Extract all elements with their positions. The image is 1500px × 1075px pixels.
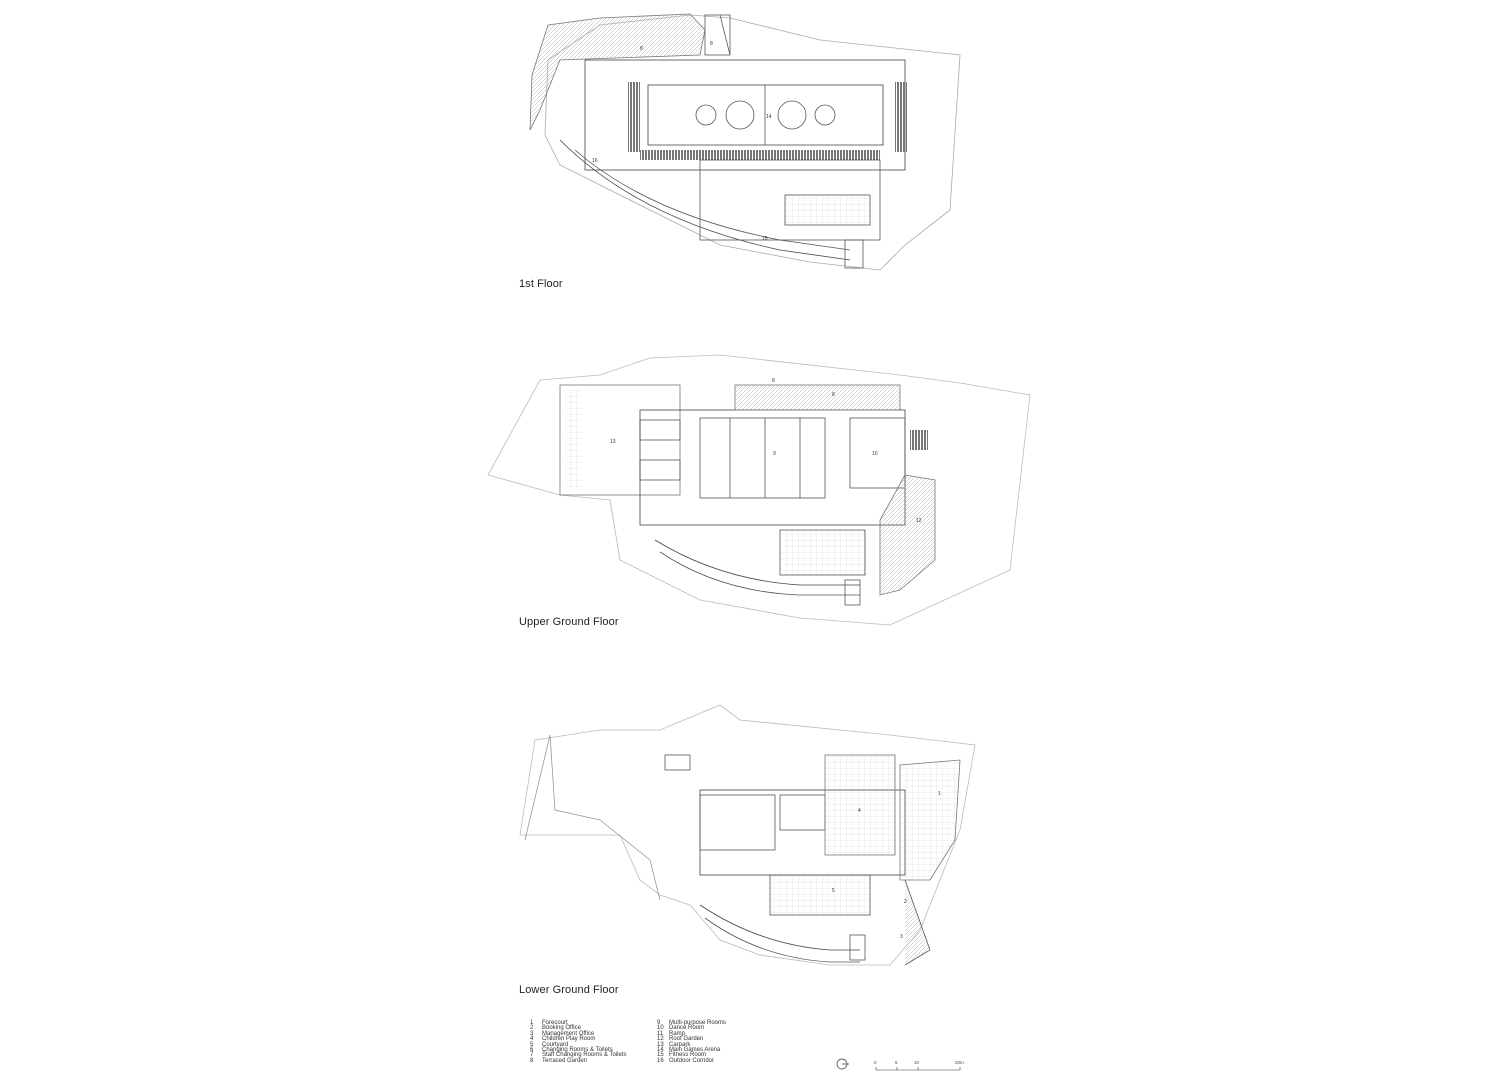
title-upper-ground-floor: Upper Ground Floor: [519, 616, 619, 628]
terraced-garden-ug: [735, 385, 900, 410]
forecourt: [900, 760, 960, 880]
multi-purpose-rooms: [700, 418, 825, 498]
label-f1-fitness: 15: [762, 236, 768, 242]
scale-tick-10: 10: [914, 1060, 920, 1065]
legend-item: 8 Terraced Garden: [530, 1057, 588, 1064]
legend-item: 11 Ramp: [657, 1030, 686, 1037]
north-arrow-icon: [837, 1059, 849, 1069]
label-ug-roof: 12: [916, 518, 922, 524]
courtyard: [770, 875, 870, 915]
upper-ground-floor-plan: [488, 355, 1030, 625]
legend-item: 3 Management Office: [530, 1030, 595, 1037]
label-f1-arena: 14: [766, 114, 772, 120]
legend-item: 15 Fitness Room: [657, 1052, 707, 1059]
title-lower-ground-floor: Lower Ground Floor: [519, 984, 619, 996]
legend-item: 2 Booking Office: [530, 1025, 581, 1032]
first-floor-plan: [530, 14, 960, 270]
legend-item: 5 Courtyard: [530, 1041, 569, 1048]
scale-bar: [876, 1067, 960, 1070]
legend-item: 6 Changing Rooms & Toilets: [530, 1047, 613, 1054]
legend-item: 16 Outdoor Corridor: [657, 1057, 715, 1064]
legend-left: [530, 1021, 627, 1064]
label-lg-mgmt: 3: [900, 934, 903, 940]
terraced-garden-1f: [530, 14, 705, 130]
label-f1-corridor: 16: [592, 158, 598, 164]
label-ug-terrace: 8: [832, 392, 835, 398]
legend-item: 13 Carpark: [657, 1041, 691, 1048]
scale-tick-20m: 20m: [955, 1060, 964, 1065]
legend-item: 9 Multi-purpose Rooms: [657, 1020, 727, 1026]
legend-item: 10 Dance Room: [657, 1025, 705, 1032]
label-ug-dance: 10: [872, 451, 878, 457]
legend-item: 12 Roof Garden: [657, 1036, 704, 1043]
label-lg-courtyard: 5: [832, 888, 835, 894]
label-ug-multi: 9: [773, 451, 776, 457]
lower-ground-floor-plan: [520, 705, 975, 965]
legend-item: 14 Main Games Arena: [657, 1047, 721, 1054]
label-f1-garden: 8: [640, 46, 643, 52]
label-lg-forecourt: 1: [938, 791, 941, 797]
title-first-floor: 1st Floor: [519, 278, 563, 290]
legend-item: 1 Forecourt: [530, 1020, 568, 1026]
label-ug-carpark: 13: [610, 439, 616, 445]
legend-right: [657, 1021, 726, 1064]
roof-garden: [880, 475, 935, 595]
legend-item: 7 Staff Changing Rooms & Toilets: [530, 1052, 627, 1059]
label-lg-play: 4: [858, 808, 861, 814]
label-ug-terrace-b: 8: [772, 378, 775, 384]
children-play-room: [825, 755, 895, 855]
scale-tick-5: 5: [895, 1060, 898, 1065]
label-lg-booking: 2: [904, 899, 907, 905]
legend-item: 4 Children Play Room: [530, 1036, 596, 1043]
label-f1-garden-b: 8: [710, 41, 713, 47]
scale-tick-0: 0: [874, 1060, 877, 1065]
